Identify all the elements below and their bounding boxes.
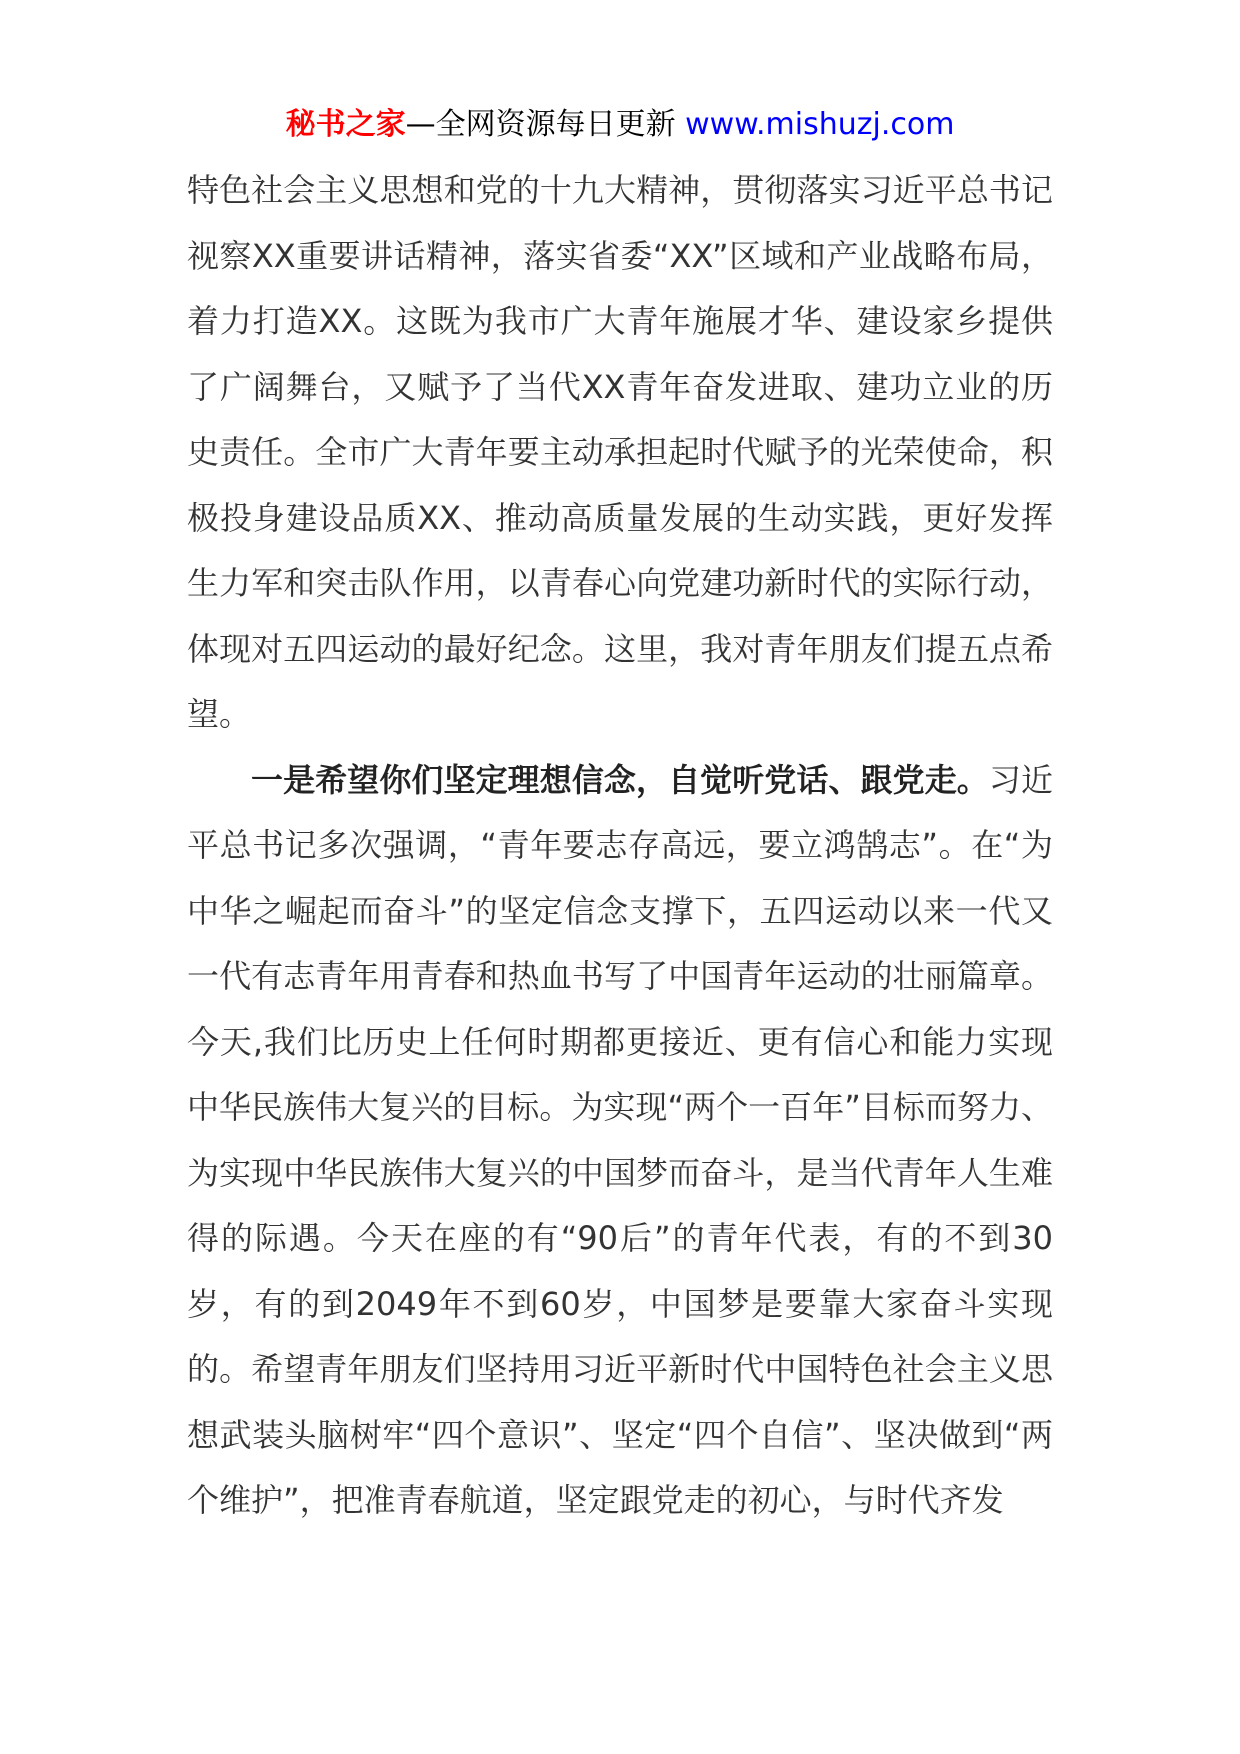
document-body	[187, 158, 1053, 1534]
paragraph-intro: 特色社会主义思想和党的十九大精神，贯彻落实习近平总书记视察XX重要讲话精神，落实省委“XX”区域和产业战略布局，着力打造XX。这既为我市广大青年施展才华、建设家乡提供了广阔舞台，又赋予了当代XX青年奋发进取、建功立业的历史责任。全市广大青年要主动承担起时代赋予的光荣使命，积极投身建设品质XX、推动高质量发展的生动实践，更好发挥生力军和突击队作用，以青春心向党建功新时代的实际行动，体现对五四运动的最好纪念。这里，我对青年朋友们提五点希望。	[187, 171, 1053, 733]
page-header	[0, 100, 1240, 150]
header-brand: 秘书之家	[285, 107, 406, 142]
header-slogan: —全网资源每日更新	[405, 107, 686, 142]
paragraph-heading: 一是希望你们坚定理想信念，自觉听党话、跟党走。	[251, 760, 989, 799]
paragraph-hope-one-body: 习近平总书记多次强调，“青年要志存高远，要立鸿鹄志”。在“为中华之崛起而奋斗”的坚定信念支撑下，五四运动以来一代又一代有志青年用青春和热血书写了中国青年运动的壮丽篇章。今天,我们比历史上任何时期都更接近、更有信心和能力实现中华民族伟大复兴的目标。为实现“两个一百年”目标而努力、为实现中华民族伟大复兴的中国梦而奋斗，是当代青年人生难得的际遇。今天在座的有“90后”的青年代表，有的不到30岁，有的到2049年不到60岁，中国梦是要靠大家奋斗实现的。希望青年朋友们坚持用习近平新时代中国特色社会主义思想武装头脑树牢“四个意识”、坚定“四个自信”、坚决做到“两个维护”，把准青春航道，坚定跟党走的初心，与时代齐发	[187, 760, 1053, 1519]
header-url-link[interactable]: www.mishuzj.com	[685, 107, 955, 142]
paragraph-hope-one	[187, 748, 1053, 1534]
